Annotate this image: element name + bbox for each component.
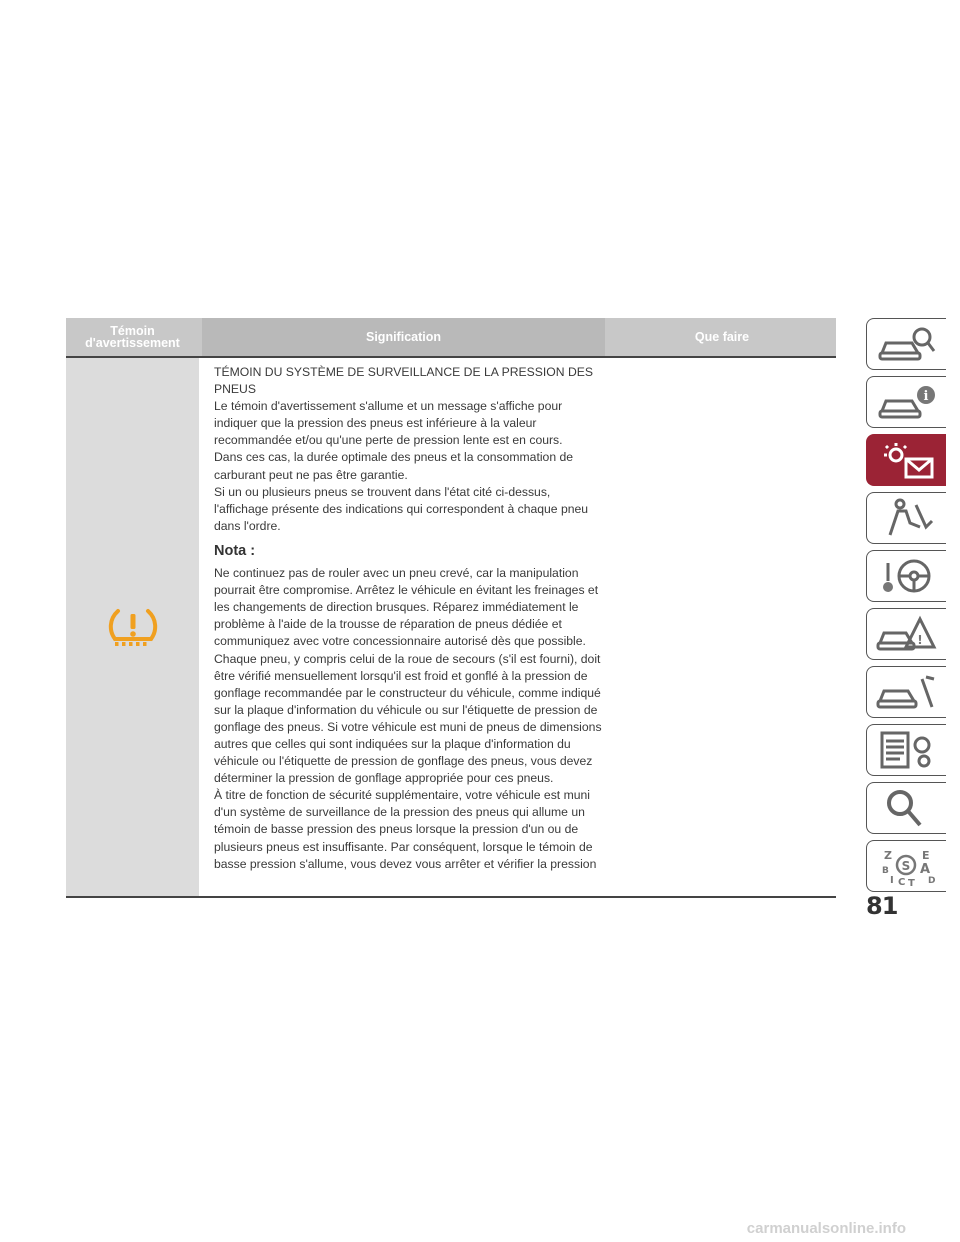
seat-airbag-icon[interactable] <box>866 492 946 544</box>
car-info-icon[interactable] <box>866 376 946 428</box>
paragraph: Le témoin d'avertissement s'allume et un message s'affiche pour indiquer que la pression des pneus est inférieure à la valeur recommandée et/ou qu'une perte de pression lente est en cours. <box>214 399 563 448</box>
svg-text:!: ! <box>916 633 923 647</box>
meaning-text <box>214 364 604 873</box>
svg-text:I: I <box>889 875 894 886</box>
note-title: Nota : <box>214 542 256 559</box>
svg-text:S: S <box>901 859 910 873</box>
header-warning-light: Témoin d'avertissement <box>85 324 180 350</box>
car-emergency-icon[interactable] <box>866 608 946 660</box>
car-wrench-icon[interactable] <box>866 666 946 718</box>
table-header <box>66 318 836 358</box>
header-meaning: Signification <box>202 318 605 356</box>
svg-text:A: A <box>919 862 930 877</box>
warning-light-message-icon[interactable] <box>866 434 946 486</box>
note-paragraph: Ne continuez pas de rouler avec un pneu crevé, car la manipulation pourrait être compromise. Arrêtez le véhicule en évitant les freinages et les changements de direction brusques. Réparez immédiatement le problème à l'aide de la trousse de réparation de pneus dédiée et communiquez avec votre concessionnaire autorisé dès que possible. <box>214 566 599 649</box>
alphabetical-index-icon[interactable] <box>866 840 946 892</box>
table-row <box>66 358 836 898</box>
page-number: 81 <box>866 892 898 920</box>
key-steering-wheel-icon[interactable] <box>866 550 946 602</box>
paragraph: Dans ces cas, la durée optimale des pneus et la consommation de carburant peut ne pas être garantie. <box>214 450 574 482</box>
paragraph: Si un ou plusieurs pneus se trouvent dans l'état cité ci-dessus, l'affichage présente des indications qui correspondent à chaque pneu dans l'ordre. <box>214 484 589 533</box>
car-search-icon[interactable] <box>866 318 946 370</box>
warning-light-cell <box>66 358 199 896</box>
tire-pressure-warning-icon <box>105 605 161 649</box>
svg-text:i: i <box>923 389 928 404</box>
svg-text:Z: Z <box>883 849 892 862</box>
svg-text:B: B <box>881 866 889 876</box>
what-to-do-cell <box>608 358 836 896</box>
header-what-to-do: Que faire <box>694 330 750 344</box>
svg-text:E: E <box>921 849 930 862</box>
magnifier-icon[interactable] <box>866 782 946 834</box>
svg-text:C: C <box>897 877 905 887</box>
watermark: carmanualsonline.info <box>746 1220 906 1237</box>
svg-text:D: D <box>927 876 935 886</box>
paragraph: TÉMOIN DU SYSTÈME DE SURVEILLANCE DE LA PRESSION DES PNEUS <box>214 365 594 397</box>
specifications-gear-icon[interactable] <box>866 724 946 776</box>
note-paragraph: Chaque pneu, y compris celui de la roue de secours (s'il est fourni), doit être vérifié mensuellement lorsqu'il est froid et gonflé à la pression de gonflage recommandée par le constructeur du véhicule, comme indiqué sur la plaque d'information du véhicule ou sur l'étiquette de pression de gonflage des pneus. Si votre véhicule est muni de pneus de dimensions autres que celles qui sont indiquées sur la plaque d'information du véhicule ou l'étiquette de pression de gonflage des pneus, vous devez déterminer la pression de gonflage appropriée pour ces pneus. <box>214 651 602 786</box>
note-paragraph: À titre de fonction de sécurité supplémentaire, votre véhicule est muni d'un système de surveillance de la pression des pneus qui allume un témoin de basse pression des pneus lorsque la pression d'un ou de plusieurs pneus est insuffisante. Par conséquent, lorsque le témoin de basse pression s'allume, vous devez vous arrêter et vérifier la pression <box>214 788 597 871</box>
svg-text:T: T <box>907 878 915 887</box>
